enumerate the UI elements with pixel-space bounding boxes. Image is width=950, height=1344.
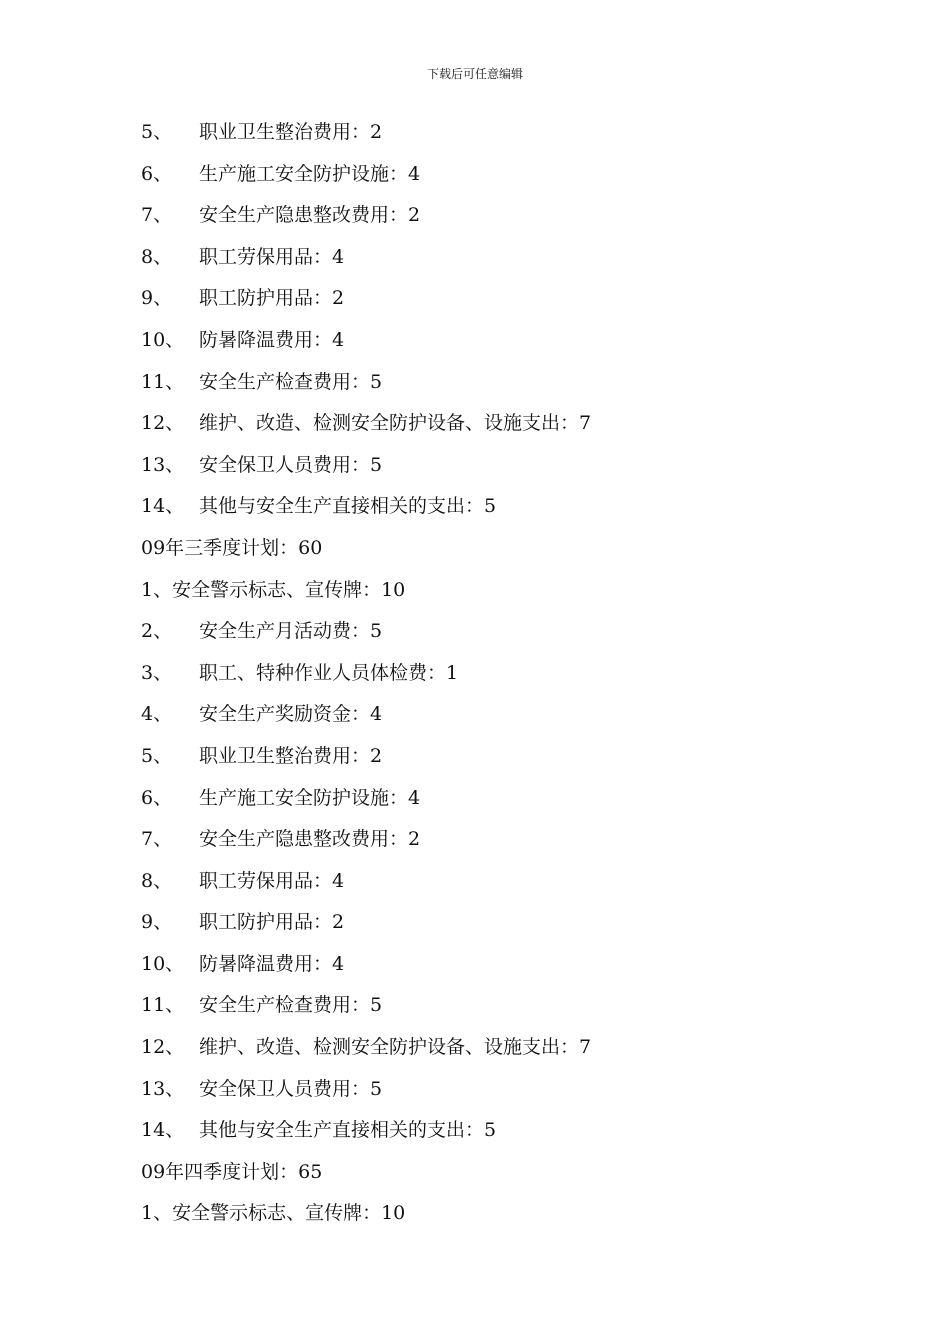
item-number: 8、 (141, 245, 173, 268)
item-text: 防暑降温费用：4 (199, 952, 345, 975)
item-text: 其他与安全生产直接相关的支出：5 (199, 1119, 497, 1142)
list-item (141, 944, 901, 986)
list-item (141, 112, 901, 154)
item-number: 12、 (141, 1036, 185, 1059)
item-text: 1、安全警示标志、宣传牌：10 (141, 1202, 406, 1225)
item-number: 13、 (141, 453, 185, 476)
item-text: 安全保卫人员费用：5 (199, 453, 383, 476)
item-number: 5、 (141, 121, 173, 143)
item-number: 9、 (141, 911, 173, 934)
list-item (141, 778, 901, 820)
item-text: 职工劳保用品：4 (199, 869, 345, 892)
item-text: 其他与安全生产直接相关的支出：5 (199, 495, 497, 518)
item-number: 5、 (141, 744, 173, 767)
item-number: 2、 (141, 620, 173, 643)
list-item (141, 1193, 901, 1235)
item-text: 安全生产奖励资金：4 (199, 703, 383, 726)
section-heading-text: 09年四季度计划：65 (141, 1160, 323, 1183)
item-text: 职工劳保用品：4 (199, 245, 345, 268)
item-text: 职业卫生整治费用：2 (199, 121, 383, 143)
item-number: 11、 (141, 994, 185, 1017)
section-heading (141, 1152, 901, 1194)
list-item (141, 694, 901, 736)
section-heading (141, 528, 901, 570)
item-number: 13、 (141, 1077, 185, 1100)
list-item (141, 403, 901, 445)
list-item (141, 154, 901, 196)
item-text: 安全生产隐患整改费用：2 (199, 828, 421, 851)
item-number: 7、 (141, 828, 173, 851)
item-number: 12、 (141, 412, 185, 435)
item-number: 9、 (141, 287, 173, 310)
list-item (141, 320, 901, 362)
section-heading-text: 09年三季度计划：60 (141, 536, 323, 559)
item-text: 维护、改造、检测安全防护设备、设施支出：7 (199, 412, 592, 435)
list-item (141, 611, 901, 653)
item-text: 1、安全警示标志、宣传牌：10 (141, 578, 406, 601)
list-item (141, 486, 901, 528)
item-number: 7、 (141, 204, 173, 227)
list-item (141, 1069, 901, 1111)
list-item (141, 237, 901, 279)
item-text: 职工防护用品：2 (199, 911, 345, 934)
item-text: 安全保卫人员费用：5 (199, 1077, 383, 1100)
item-text: 维护、改造、检测安全防护设备、设施支出：7 (199, 1036, 592, 1059)
list-item (141, 195, 901, 237)
item-number: 6、 (141, 162, 173, 185)
item-number: 14、 (141, 1119, 185, 1142)
list-item (141, 1110, 901, 1152)
item-number: 6、 (141, 786, 173, 809)
list-item (141, 653, 901, 695)
item-text: 安全生产隐患整改费用：2 (199, 204, 421, 227)
item-text: 生产施工安全防护设施：4 (199, 786, 421, 809)
list-item (141, 819, 901, 861)
item-text: 安全生产检查费用：5 (199, 994, 383, 1017)
list-item (141, 362, 901, 404)
list-item (141, 736, 901, 778)
item-number: 10、 (141, 328, 185, 351)
item-number: 11、 (141, 370, 185, 393)
item-number: 4、 (141, 703, 173, 726)
item-text: 职工、特种作业人员体检费：1 (199, 661, 459, 684)
item-number: 3、 (141, 661, 173, 684)
list-item (141, 278, 901, 320)
list-item (141, 1027, 901, 1069)
item-text: 安全生产检查费用：5 (199, 370, 383, 393)
item-text: 职工防护用品：2 (199, 287, 345, 310)
item-number: 10、 (141, 952, 185, 975)
item-text: 安全生产月活动费：5 (199, 620, 383, 643)
document-body (141, 112, 901, 1235)
item-text: 生产施工安全防护设施：4 (199, 162, 421, 185)
list-item (141, 861, 901, 903)
item-text: 防暑降温费用：4 (199, 328, 345, 351)
list-item (141, 985, 901, 1027)
list-item (141, 902, 901, 944)
list-item (141, 445, 901, 487)
page-header: 下载后可任意编辑 (426, 67, 523, 81)
item-number: 14、 (141, 495, 185, 518)
item-number: 8、 (141, 869, 173, 892)
item-text: 职业卫生整治费用：2 (199, 744, 383, 767)
list-item (141, 570, 901, 612)
